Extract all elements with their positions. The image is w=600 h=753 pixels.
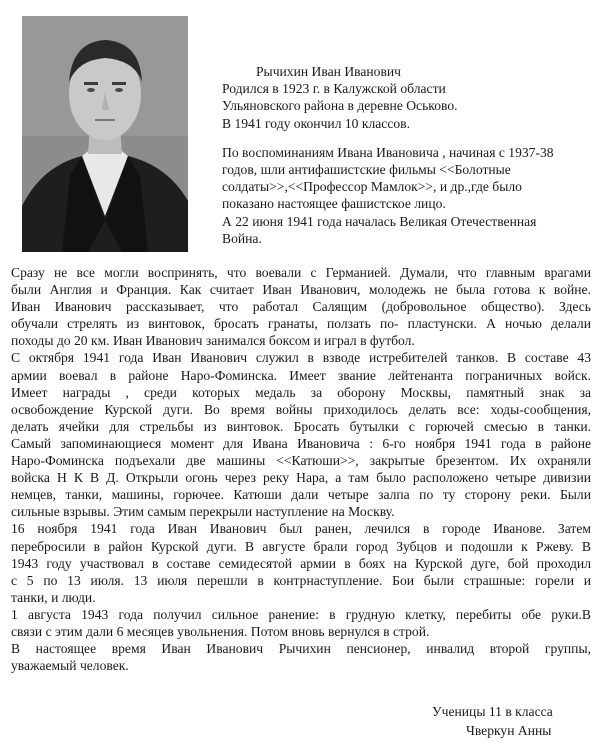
intro-line: А 22 июня 1941 года началась Великая Отечественная (222, 213, 537, 229)
body-line: Самый запоминающиеся момент для Ивана Ивановича : 6-го ноября 1941 года в районе (11, 435, 591, 451)
body-line: делать ячейки для стрельбы из винтовок. Бросать бутылки с горючей смесью в танки. (11, 418, 591, 434)
signature-block (432, 702, 553, 740)
body-line: 16 ноября 1941 года Иван Иванович был ранен, лечился в городе Иванове. Затем (11, 521, 591, 537)
body-line: уважаемый человек. (11, 658, 129, 674)
intro-line: По воспоминаниям Ивана Ивановича , начиная с 1937-38 (222, 144, 554, 160)
intro-line: Ульяновского района в деревне Оськово. (222, 98, 458, 114)
body-line: 1943 году участвовал в составе семидесятой армии в боях на Курской дуге, бой проходил (11, 555, 591, 571)
intro-line: В 1941 году окончил 10 классов. (222, 115, 410, 131)
body-line: обучали стрелять из винтовок, бросать гранаты, ползать по- пластунски. А ночью делали (11, 316, 591, 332)
body-line: походы до 20 км. Иван Иванович занимался боксом и играл в футбол. (11, 333, 415, 349)
body-line: перебросили в район Курской дуги. В августе брали город Зубцов и подошли к Ржеву. В (11, 538, 591, 554)
signature-line: Ученицы 11 в класса (432, 704, 553, 719)
body-line: немцев, танки, машины, горючее. Катюши дали четыре залпа по ту сторону реки. Были (11, 487, 591, 503)
intro-block (222, 63, 592, 247)
body-line: танки, и люди. (11, 589, 96, 605)
body-line: с 5 по 13 июля. 13 июля перешли в контрнаступление. Бои были страшные: горели и (11, 572, 591, 588)
intro-line: показано настоящее фашистское лицо. (222, 196, 446, 212)
body-line: Имеет награды , среди которых медаль за оборону Москвы, памятный знак за (11, 384, 591, 400)
portrait-figure (22, 16, 188, 252)
body-line: войска Н К В Д. Открыли огонь через реку Нара, а там было расположено четыре дивизии (11, 470, 591, 486)
body-line: связи с этим дали 6 месяцев увольнения. Потом вновь вернулся в строй. (11, 623, 430, 639)
body-line: Иван Иванович рассказывает, что работал Салящим (добровольное общество). Здесь (11, 299, 591, 315)
body-line: Наро-Фоминска подъехали две машины <<Катюши>>, закрытые брезентом. Их охраняли (11, 453, 591, 469)
intro-line: солдаты>>,<<Профессор Мамлок>>, и др.,где было (222, 179, 522, 195)
intro-line: Война. (222, 230, 262, 246)
portrait-photo (22, 16, 188, 252)
biography-text (11, 264, 591, 674)
body-line: сильные взрывы. Этим самым перекрыли наступление на Москву. (11, 504, 395, 520)
body-line: были Англия и Франция. Как считает Иван Иванович, молодежь не была готова к войне. (11, 282, 591, 298)
body-line: армии воевал в районе Наро-Фоминска. Имеет звание лейтенанта пограничных войск. (11, 367, 591, 383)
signature-author: Чверкун Анны (466, 723, 552, 738)
person-name: Рычихин Иван Иванович (256, 64, 402, 79)
body-line: С октября 1941 года Иван Иванович служил в взводе истребителей танков. В составе 43 (11, 350, 591, 366)
body-line: Сразу не все могли воспринять, что воевали с Германией. Думали, что главным врагами (11, 265, 591, 280)
intro-line: годов, шли антифашистские фильмы <<Болотные (222, 162, 511, 178)
body-line: В настоящее время Иван Иванович Рычихин пенсионер, инвалид второй группы, (11, 641, 591, 657)
body-line: 1 августа 1943 года получил сильное ранение: в грудную клетку, перебиты обе руки.В (11, 606, 591, 622)
intro-line: Родился в 1923 г. в Калужской области (222, 81, 446, 97)
body-line: освобождение Курской дуги. Во время войны приходилось делать все: ходы-сообщения, (11, 401, 591, 417)
